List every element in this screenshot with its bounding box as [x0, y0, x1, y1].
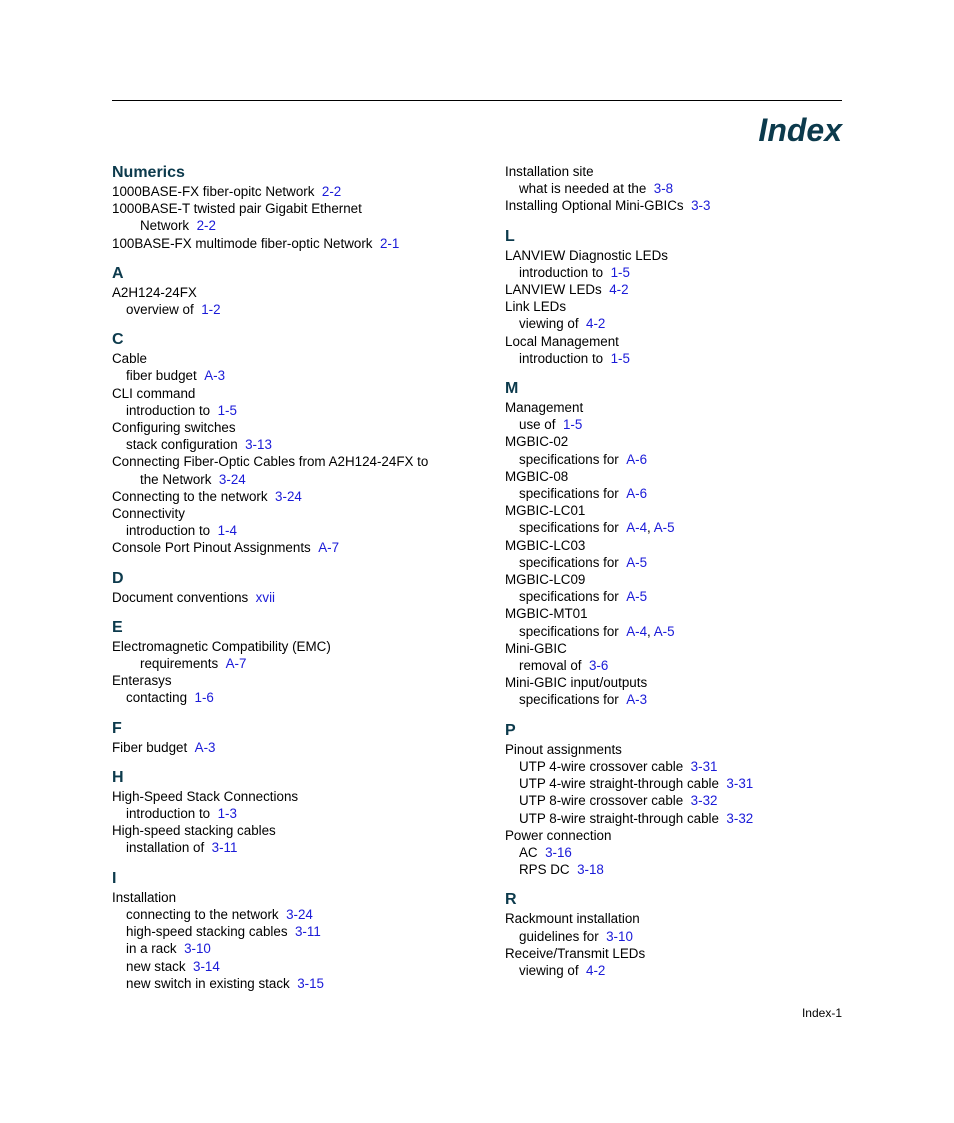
index-entry-term: Pinout assignments — [505, 741, 622, 757]
index-entry — [112, 839, 472, 856]
index-entry — [505, 502, 865, 519]
index-entry — [505, 180, 865, 197]
page-reference-link[interactable]: 3-8 — [653, 181, 674, 197]
index-entry-term: introduction to — [126, 402, 211, 418]
index-entry — [505, 451, 865, 468]
index-entry — [112, 436, 472, 453]
page-reference-link[interactable]: 3-24 — [286, 906, 313, 922]
page-reference-link[interactable]: 1-5 — [610, 264, 630, 280]
index-entry-term: Mini-GBIC input/outputs — [505, 675, 648, 691]
index-entry-term: specifications for — [519, 692, 619, 708]
index-entry — [505, 827, 865, 844]
index-entry — [112, 217, 472, 234]
index-entry — [112, 367, 472, 384]
index-entry — [112, 235, 472, 252]
index-letter-heading: Numerics — [112, 164, 185, 181]
index-entry — [112, 889, 472, 906]
index-entry-term: removal of — [519, 658, 582, 674]
index-entry — [505, 264, 865, 281]
index-entry-term: Fiber budget — [112, 739, 188, 755]
index-entry — [112, 488, 472, 505]
index-entry-term: Power connection — [505, 827, 612, 843]
index-entry — [505, 945, 865, 962]
page-reference-link[interactable]: 4-2 — [586, 316, 606, 332]
index-entry — [505, 433, 865, 450]
index-entry — [112, 805, 472, 822]
index-entry — [112, 655, 472, 672]
index-column-left — [112, 163, 472, 992]
index-entry — [505, 691, 865, 708]
index-entry — [112, 689, 472, 706]
index-entry — [505, 571, 865, 588]
index-entry: specifications for A-4, A-5 — [519, 623, 675, 639]
page-reference-link[interactable]: 2-2 — [196, 218, 216, 234]
index-entry-term: high-speed stacking cables — [126, 924, 288, 940]
index-entry — [112, 788, 472, 805]
page-reference-link[interactable]: A-6 — [626, 451, 648, 467]
page-number: Index-1 — [801, 1006, 842, 1020]
page-reference-link[interactable]: 1-3 — [217, 806, 237, 822]
page-reference-link[interactable]: 3-10 — [606, 928, 633, 944]
index-entry-term: High-Speed Stack Connections — [112, 788, 299, 804]
page-reference-link[interactable]: 3-32 — [690, 793, 718, 809]
index-entry-term: MGBIC-LC03 — [505, 537, 586, 553]
index-entry — [112, 419, 472, 436]
index-entry — [112, 183, 472, 200]
index-entry — [112, 739, 472, 756]
index-letter-heading: F — [112, 719, 122, 737]
index-entry-term: A2H124-24FX — [112, 284, 197, 300]
page-reference-link[interactable]: 3-11 — [211, 840, 238, 856]
page-reference-link[interactable]: 3-10 — [184, 941, 211, 957]
index-entry-term: guidelines for — [519, 928, 599, 944]
index-entry-term: Electromagnetic Compatibility (EMC) — [112, 638, 331, 654]
index-entry — [112, 402, 472, 419]
index-entry — [505, 928, 865, 945]
index-entry-term: Connecting Fiber-Optic Cables from A2H124-24FX to — [112, 454, 429, 470]
page-reference-link[interactable]: A-3 — [204, 368, 226, 384]
index-entry-term: Document conventions — [112, 589, 249, 605]
page-reference-link[interactable]: 3-3 — [691, 198, 711, 214]
index-entry-term: introduction to — [519, 264, 604, 280]
index-letter-heading: A — [112, 264, 124, 282]
index-entry-term: specifications for — [519, 451, 619, 467]
index-entry-term: connecting to the network — [126, 906, 279, 922]
page-reference-link[interactable]: A-4 — [626, 623, 648, 639]
page-reference-link[interactable]: 3-14 — [193, 958, 220, 974]
index-entry-term: overview of — [126, 302, 194, 318]
page-reference-link[interactable]: A-3 — [194, 739, 216, 755]
index-entry-term: stack configuration — [126, 437, 238, 453]
index-entry-term: LANVIEW Diagnostic LEDs — [505, 247, 668, 263]
index-entry-term: specifications for — [519, 486, 619, 502]
index-entry-term: MGBIC-LC09 — [505, 572, 586, 588]
index-entry — [505, 657, 865, 674]
index-entry-term: new stack — [126, 958, 186, 974]
page-reference-link[interactable]: A-5 — [626, 554, 648, 570]
page-reference-link[interactable]: 3-13 — [245, 437, 272, 453]
index-entry-term: Mini-GBIC — [505, 640, 567, 656]
page-reference-link[interactable]: 4-2 — [586, 962, 606, 978]
page-reference-link[interactable]: 3-24 — [275, 488, 302, 504]
index-entry-term: AC — [519, 844, 538, 860]
index-entry-term: MGBIC-08 — [505, 468, 569, 484]
index-entry — [112, 638, 472, 655]
index-entry — [112, 385, 472, 402]
page-reference-link[interactable]: A-3 — [626, 692, 648, 708]
page-reference-link[interactable]: 1-5 — [217, 402, 237, 418]
index-entry-term: specifications for — [519, 589, 619, 605]
index-entry-term: Configuring switches — [112, 420, 236, 436]
index-entry — [112, 284, 472, 301]
page-reference-link[interactable]: xvii — [255, 589, 276, 605]
index-entry — [112, 958, 472, 975]
index-letter-heading: L — [505, 227, 515, 245]
index-entry — [505, 674, 865, 691]
index-entry — [505, 640, 865, 657]
index-entry — [112, 906, 472, 923]
index-entry — [505, 775, 865, 792]
index-entry — [505, 298, 865, 315]
index-letter-heading: C — [112, 331, 124, 349]
index-entry-term: UTP 8-wire straight-through cable — [519, 810, 719, 826]
index-entry-term: Connecting to the network — [112, 488, 268, 504]
index-entry-term: what is needed at the — [519, 181, 647, 197]
index-letter-heading: R — [505, 891, 517, 909]
index-entry — [505, 350, 865, 367]
index-entry-term: viewing of — [519, 962, 579, 978]
page-reference-link[interactable]: A-5 — [653, 623, 675, 639]
index-entry-term: Installation — [112, 889, 177, 905]
page-reference-link[interactable]: 4-2 — [609, 282, 629, 298]
page-reference-link[interactable]: A-7 — [225, 656, 247, 672]
page-reference-link[interactable]: 3-15 — [297, 975, 324, 991]
index-entry-term: Installing Optional Mini-GBICs — [505, 198, 684, 214]
index-entry — [112, 975, 472, 992]
index-entry-term: 1000BASE-T twisted pair Gigabit Ethernet — [112, 201, 362, 217]
index-letter-heading: P — [505, 721, 516, 739]
index-entry — [505, 315, 865, 332]
page-reference-link[interactable]: 3-16 — [545, 844, 572, 860]
index-entry — [505, 485, 865, 502]
index-entry-term: in a rack — [126, 941, 177, 957]
index-entry-term: introduction to — [126, 523, 211, 539]
index-entry-term: Receive/Transmit LEDs — [505, 945, 646, 961]
index-entry — [112, 589, 472, 606]
index-entry-term: specifications for — [519, 520, 619, 536]
index-entry-term: introduction to — [519, 350, 604, 366]
index-entry-term: Cable — [112, 351, 147, 367]
index-entry — [505, 281, 865, 298]
index-entry-term: Network — [140, 218, 190, 234]
page-reference-link[interactable]: 1-2 — [201, 302, 221, 318]
index-entry — [505, 844, 865, 861]
index-entry-term: the Network — [140, 471, 212, 487]
index-entry — [505, 861, 865, 878]
index-entry-term: new switch in existing stack — [126, 975, 290, 991]
index-entry-term: contacting — [126, 690, 188, 706]
index-entry-term: MGBIC-LC01 — [505, 503, 586, 519]
index-entry-term: CLI command — [112, 385, 196, 401]
index-letter-heading: E — [112, 618, 123, 636]
index-entry-term: UTP 8-wire crossover cable — [519, 793, 684, 809]
index-entry — [505, 910, 865, 927]
index-entry-term: Management — [505, 400, 584, 416]
index-entry — [505, 197, 865, 214]
page-reference-link[interactable]: 1-4 — [217, 523, 237, 539]
index-entry — [112, 350, 472, 367]
index-entry-term: use of — [519, 417, 556, 433]
page-reference-link[interactable]: A-5 — [626, 589, 648, 605]
index-entry — [505, 588, 865, 605]
page-reference-link[interactable]: 1-6 — [194, 690, 214, 706]
index-entry — [505, 333, 865, 350]
page-reference-link[interactable]: 3-24 — [218, 471, 246, 487]
index-letter-heading: M — [505, 380, 519, 398]
index-entry-term: 100BASE-FX multimode fiber-optic Network — [112, 235, 373, 251]
index-entry-term: UTP 4-wire straight-through cable — [519, 776, 719, 792]
index-entry-term: introduction to — [126, 806, 211, 822]
index-entry-term: fiber budget — [126, 368, 197, 384]
index-entry-term: Console Port Pinout Assignments — [112, 540, 311, 556]
index-entry — [505, 605, 865, 622]
index-entry-term: installation of — [126, 840, 205, 856]
index-entry — [505, 163, 865, 180]
page-reference-link[interactable]: 2-1 — [379, 235, 400, 251]
page-reference-link[interactable]: 3-6 — [588, 658, 609, 674]
page-reference-link[interactable]: 1-5 — [610, 350, 630, 366]
index-entry — [505, 962, 865, 979]
index-entry-term: specifications for — [519, 554, 619, 570]
index-entry-term: Installation site — [505, 164, 594, 179]
index-entry — [112, 301, 472, 318]
index-entry-term: Connectivity — [112, 506, 185, 522]
index-entry — [505, 810, 865, 827]
index-entry — [112, 200, 472, 217]
index-entry-term: Local Management — [505, 333, 619, 349]
index-entry-term: Link LEDs — [505, 299, 567, 315]
index-entry-term: MGBIC-02 — [505, 434, 569, 450]
page-reference-link[interactable]: 3-11 — [294, 924, 321, 940]
index-entry: specifications for A-4, A-5 — [519, 520, 675, 536]
index-letter-heading: H — [112, 768, 124, 786]
index-entry — [505, 468, 865, 485]
index-entry — [505, 537, 865, 554]
page-reference-link[interactable]: 3-32 — [726, 810, 754, 826]
page-reference-link[interactable]: 3-31 — [726, 776, 754, 792]
index-entry-term: MGBIC-MT01 — [505, 606, 588, 622]
index-entry-term: 1000BASE-FX fiber-opitc Network — [112, 184, 315, 199]
index-entry — [505, 399, 865, 416]
page-reference-link[interactable]: A-7 — [318, 540, 340, 556]
index-entry — [505, 554, 865, 571]
index-entry — [112, 522, 472, 539]
index-entry — [505, 416, 865, 433]
index-entry — [112, 672, 472, 689]
page-reference-link[interactable]: 3-31 — [690, 758, 718, 774]
index-entry-term: RPS DC — [519, 862, 570, 878]
index-entry — [505, 792, 865, 809]
page-title: Index — [758, 112, 842, 148]
index-column-right — [505, 163, 865, 979]
page-reference-link[interactable]: 2-2 — [321, 184, 342, 199]
index-entry-term: High-speed stacking cables — [112, 823, 276, 839]
page-reference-link[interactable]: A-5 — [653, 520, 675, 536]
index-entry-term: viewing of — [519, 316, 579, 332]
index-letter-heading: D — [112, 569, 124, 587]
index-entry — [112, 505, 472, 522]
index-entry — [112, 453, 472, 470]
page-reference-link[interactable]: A-6 — [626, 486, 648, 502]
index-entry-term: LANVIEW LEDs — [505, 282, 602, 298]
header-rule — [112, 100, 842, 101]
index-entry — [112, 822, 472, 839]
index-entry-term: requirements — [140, 656, 219, 672]
index-entry — [505, 758, 865, 775]
index-entry-term: Enterasys — [112, 673, 172, 689]
page-reference-link[interactable]: 1-5 — [562, 417, 583, 433]
index-entry — [112, 539, 472, 556]
page-reference-link[interactable]: 3-18 — [577, 862, 604, 878]
index-entry — [505, 247, 865, 264]
index-entry-term: UTP 4-wire crossover cable — [519, 758, 684, 774]
index-entry — [112, 471, 472, 488]
index-letter-heading: I — [112, 869, 117, 887]
index-entry — [112, 940, 472, 957]
index-entry-term: specifications for — [519, 623, 619, 639]
index-entry-term: Rackmount installation — [505, 911, 640, 927]
index-entry — [505, 741, 865, 758]
index-entry — [112, 923, 472, 940]
page-reference-link[interactable]: A-4 — [626, 520, 648, 536]
